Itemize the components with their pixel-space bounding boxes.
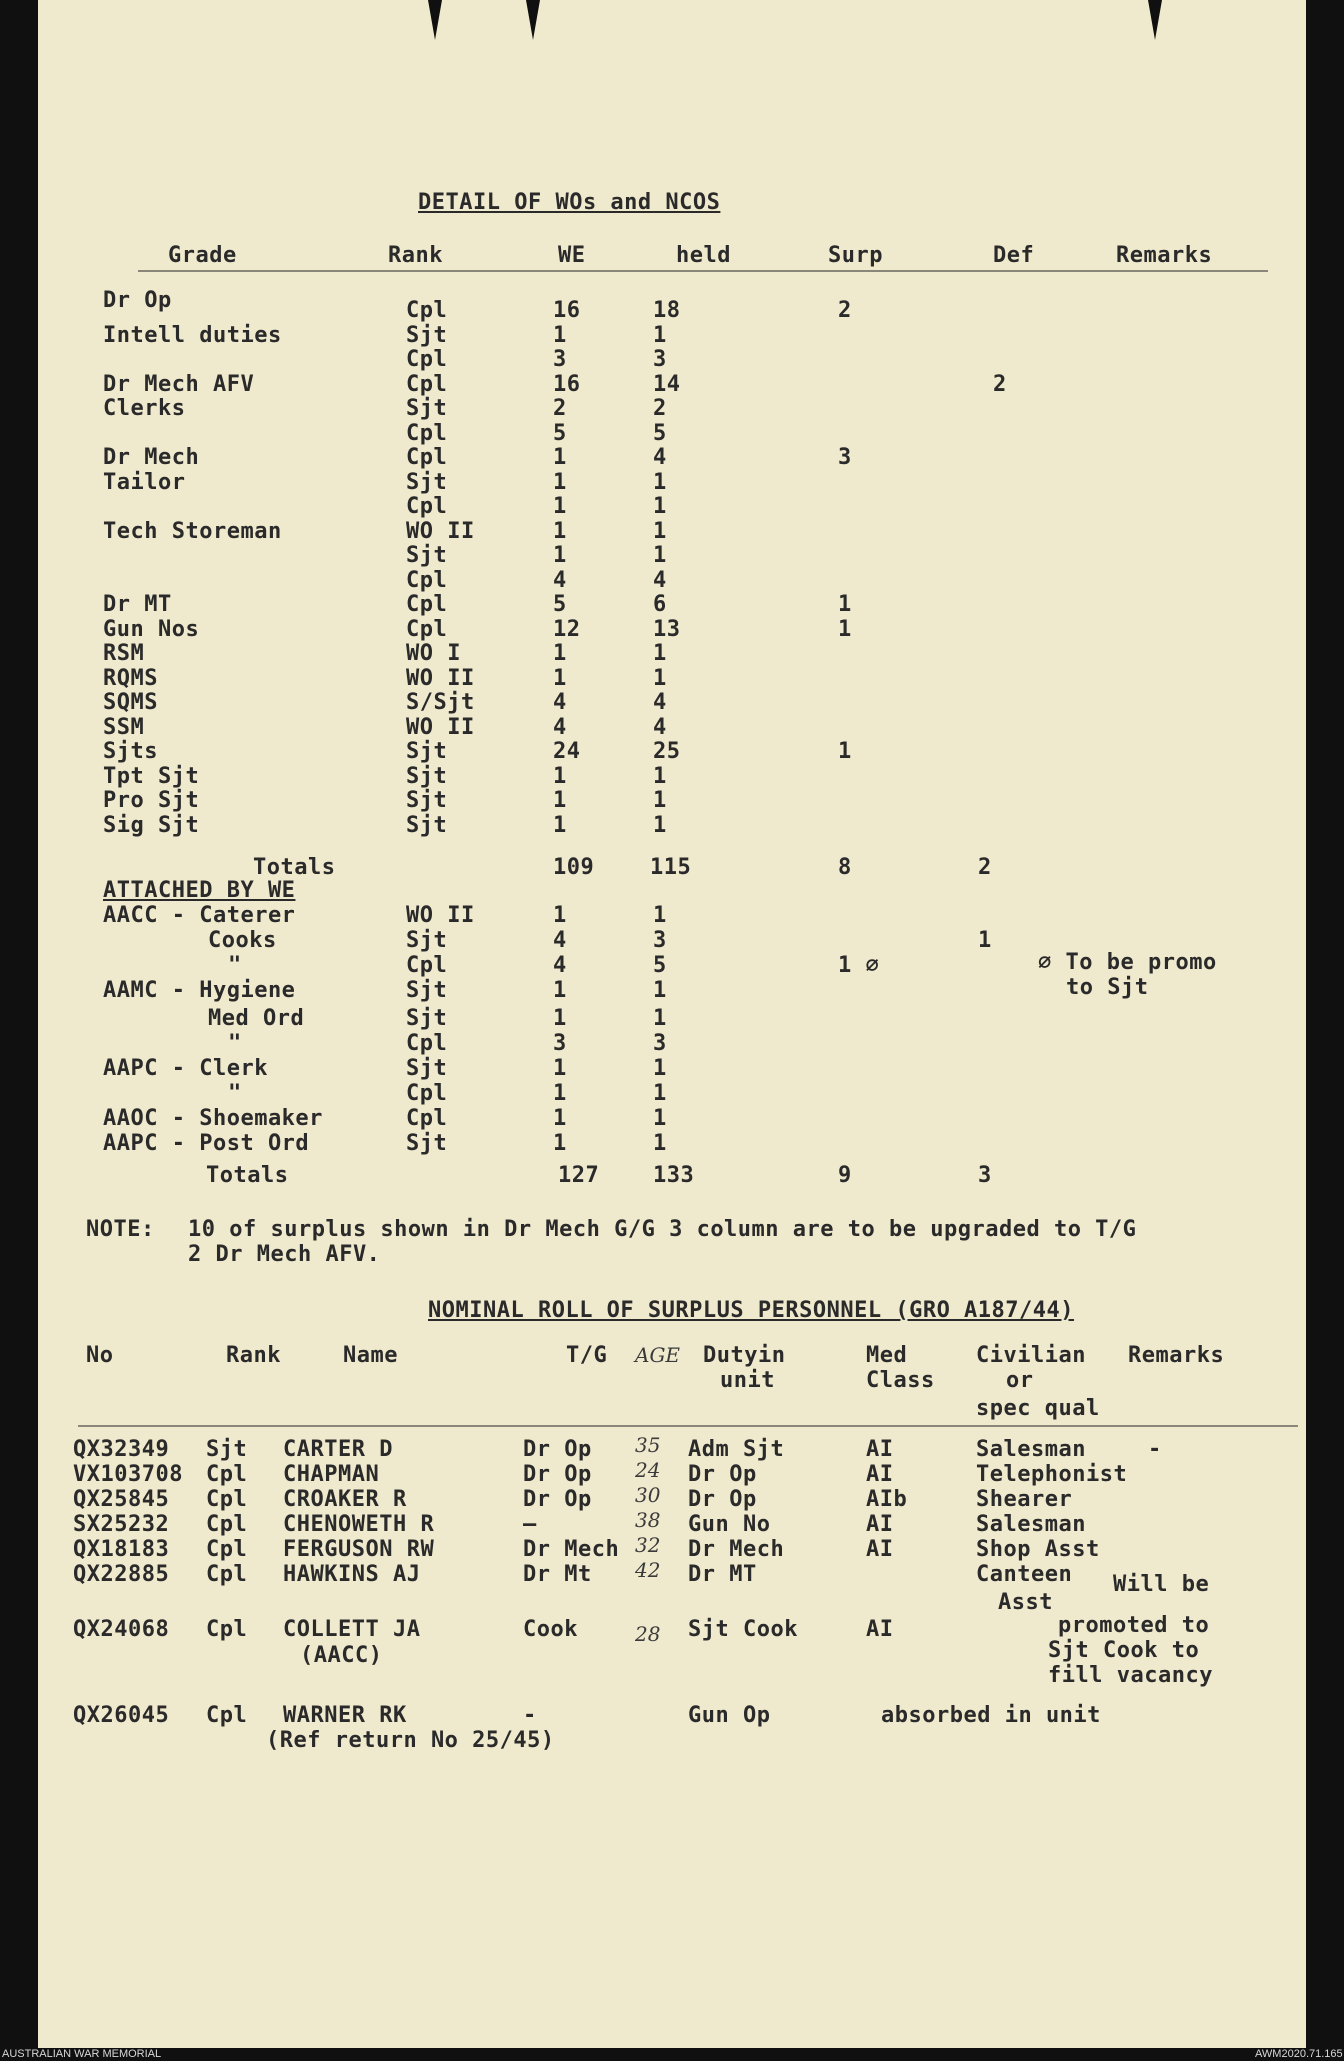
roll-title: NOMINAL ROLL OF SURPLUS PERSONNEL (GRO A187/44) — [428, 1298, 1075, 1323]
roll-duty: Dr Op — [688, 1462, 757, 1487]
we-cell: 4 — [553, 714, 567, 740]
we-cell: 24 — [553, 739, 581, 764]
held-cell: 1 — [653, 1106, 667, 1131]
surp-cell: 3 — [838, 445, 852, 470]
held-cell: 6 — [653, 592, 667, 617]
grade-label: Intell duties — [103, 322, 282, 348]
we-cell: 4 — [553, 567, 567, 593]
we-cell: 5 — [553, 420, 567, 446]
roll-header-civ: Civilian — [976, 1343, 1086, 1368]
held-cell: 14 — [653, 371, 681, 397]
roll-age: 42 — [635, 1558, 661, 1582]
roll-duty: Dr Mech — [688, 1537, 785, 1562]
roll-reference: (Ref return No 25/45) — [266, 1728, 555, 1753]
we-cell: 16 — [553, 298, 581, 323]
grade-label: Dr Op — [103, 288, 172, 313]
column-header: Remarks — [1116, 243, 1213, 268]
held-cell: 1 — [653, 763, 667, 789]
roll-remark: promoted to — [1058, 1613, 1210, 1638]
roll-no: QX26045 — [73, 1703, 170, 1728]
roll-rank: Cpl — [206, 1487, 248, 1512]
grade-label: Sjts — [103, 739, 158, 764]
roll-tg: Dr Op — [523, 1487, 592, 1512]
roll-duty: Dr MT — [688, 1562, 757, 1587]
column-header: Rank — [388, 243, 443, 268]
roll-header-name: Name — [343, 1343, 398, 1368]
we-cell: 1 — [553, 641, 567, 666]
rank-cell: Cpl — [406, 298, 448, 323]
roll-no: VX103708 — [73, 1462, 183, 1487]
def-cell: 1 — [978, 928, 992, 953]
roll-civ: Asst — [998, 1590, 1053, 1615]
attached-label: AAPC - Post Ord — [103, 1131, 310, 1156]
we-cell: 1 — [553, 1006, 567, 1031]
attached-label: AAOC - Shoemaker — [103, 1106, 323, 1131]
attached-label: " — [228, 1031, 242, 1056]
roll-rank: Cpl — [206, 1562, 248, 1587]
roll-age: 32 — [635, 1533, 661, 1557]
roll-no: SX25232 — [73, 1512, 170, 1537]
attached-label: " — [228, 1081, 242, 1106]
roll-no: QX18183 — [73, 1537, 170, 1562]
totals-label: Totals — [253, 855, 336, 880]
we-cell: 5 — [553, 592, 567, 617]
rank-cell: Cpl — [406, 592, 448, 617]
totals-surp: 8 — [838, 855, 852, 880]
grade-label: Sig Sjt — [103, 812, 200, 838]
surp-cell: 1 — [838, 592, 852, 617]
column-header: Surp — [828, 243, 883, 268]
roll-rank: Cpl — [206, 1512, 248, 1537]
rank-cell: S/Sjt — [406, 690, 475, 715]
document-page — [38, 0, 1306, 2048]
rank-cell: Cpl — [406, 494, 448, 519]
held-cell: 4 — [653, 567, 667, 593]
rank-cell: Sjt — [406, 928, 448, 953]
held-cell: 1 — [653, 1056, 667, 1081]
rank-cell: Sjt — [406, 978, 448, 1003]
held-cell: 4 — [653, 690, 667, 715]
roll-tg: Dr Op — [523, 1462, 592, 1487]
roll-no: QX24068 — [73, 1617, 170, 1642]
totals-we: 127 — [558, 1163, 600, 1188]
roll-med: AI — [866, 1437, 894, 1462]
grade-label: Dr MT — [103, 592, 172, 617]
roll-name: CHENOWETH R — [283, 1512, 435, 1537]
attached-label: AACC - Caterer — [103, 903, 296, 928]
attached-heading: ATTACHED BY WE — [103, 878, 296, 903]
rank-cell: Sjt — [406, 763, 448, 789]
held-cell: 1 — [653, 543, 667, 568]
roll-tg: Cook — [523, 1617, 578, 1642]
roll-header-civ: or — [1006, 1368, 1034, 1393]
roll-header-remarks: Remarks — [1128, 1343, 1225, 1368]
roll-remark: absorbed in unit — [881, 1703, 1101, 1728]
roll-no: QX25845 — [73, 1487, 170, 1512]
we-cell: 1 — [553, 518, 567, 544]
roll-name: WARNER RK — [283, 1703, 407, 1728]
grade-label: SQMS — [103, 690, 158, 715]
column-header: held — [676, 243, 731, 268]
attached-remark: to Sjt — [1066, 975, 1149, 1000]
page-title: DETAIL OF WOs and NCOS — [418, 190, 721, 215]
we-cell: 16 — [553, 371, 581, 397]
totals-def: 3 — [978, 1163, 992, 1188]
we-cell: 1 — [553, 469, 567, 495]
column-header: WE — [558, 243, 586, 268]
punch-notch — [526, 0, 540, 40]
roll-remark: fill vacancy — [1048, 1663, 1213, 1688]
roll-civ: Shearer — [976, 1487, 1073, 1512]
column-header: Def — [993, 243, 1035, 268]
rank-cell: Sjt — [406, 469, 448, 495]
column-header: Grade — [168, 243, 237, 268]
rank-cell: Cpl — [406, 616, 448, 642]
totals-label: Totals — [206, 1163, 289, 1188]
roll-duty: Adm Sjt — [688, 1437, 785, 1462]
held-cell: 1 — [653, 469, 667, 495]
we-cell: 4 — [553, 928, 567, 953]
we-cell: 4 — [553, 953, 567, 978]
punch-notch — [428, 0, 442, 40]
held-cell: 1 — [653, 518, 667, 544]
rank-cell: Sjt — [406, 396, 448, 421]
roll-med: AI — [866, 1512, 894, 1537]
rank-cell: Cpl — [406, 1081, 448, 1106]
rank-cell: Cpl — [406, 1106, 448, 1131]
rank-cell: Cpl — [406, 371, 448, 397]
roll-header-med: Med — [866, 1343, 908, 1368]
we-cell: 3 — [553, 347, 567, 372]
roll-name: CARTER D — [283, 1437, 393, 1462]
held-cell: 1 — [653, 665, 667, 691]
totals-held: 133 — [653, 1163, 695, 1188]
roll-rank: Sjt — [206, 1437, 248, 1462]
grade-label: Dr Mech — [103, 445, 200, 470]
roll-duty: Gun No — [688, 1512, 771, 1537]
rank-cell: Sjt — [406, 543, 448, 568]
we-cell: 1 — [553, 445, 567, 470]
we-cell: 4 — [553, 690, 567, 715]
attached-label: Med Ord — [208, 1006, 305, 1031]
grade-label: Pro Sjt — [103, 788, 200, 813]
rank-cell: WO II — [406, 903, 475, 928]
held-cell: 1 — [653, 641, 667, 666]
grade-label: Gun Nos — [103, 616, 200, 642]
roll-rank: Cpl — [206, 1703, 248, 1728]
roll-header-civ: spec qual — [976, 1396, 1100, 1421]
roll-header-no: No — [86, 1343, 114, 1368]
rank-cell: Sjt — [406, 1006, 448, 1031]
roll-remark: Sjt Cook to — [1048, 1638, 1200, 1663]
roll-no: QX22885 — [73, 1562, 170, 1587]
we-cell: 1 — [553, 1131, 567, 1156]
roll-tg: Dr Op — [523, 1437, 592, 1462]
totals-we: 109 — [553, 855, 595, 880]
held-cell: 4 — [653, 445, 667, 470]
we-cell: 1 — [553, 763, 567, 789]
roll-tg: — — [523, 1512, 537, 1537]
roll-header-tg: T/G — [566, 1343, 608, 1368]
footer-accession: AWM2020.71.165 — [1255, 2048, 1343, 2060]
roll-rank: Cpl — [206, 1617, 248, 1642]
grade-label: Clerks — [103, 396, 186, 421]
roll-med: AIb — [866, 1487, 908, 1512]
held-cell: 1 — [653, 322, 667, 348]
held-cell: 5 — [653, 953, 667, 978]
held-cell: 13 — [653, 616, 681, 642]
header-rule — [138, 270, 1268, 272]
roll-age: 35 — [635, 1433, 661, 1457]
held-cell: 3 — [653, 1031, 667, 1056]
roll-civ: Salesman — [976, 1512, 1086, 1537]
roll-no: QX32349 — [73, 1437, 170, 1462]
roll-rank: Cpl — [206, 1537, 248, 1562]
grade-label: SSM — [103, 714, 145, 740]
roll-med: AI — [866, 1537, 894, 1562]
rank-cell: Sjt — [406, 812, 448, 838]
roll-age: 38 — [635, 1508, 661, 1532]
roll-civ: Canteen — [976, 1562, 1073, 1587]
grade-label: Tpt Sjt — [103, 763, 200, 789]
roll-remark: Will be — [1113, 1572, 1210, 1597]
held-cell: 3 — [653, 347, 667, 372]
grade-label: RSM — [103, 641, 145, 666]
rank-cell: WO II — [406, 518, 475, 544]
roll-remark: - — [1148, 1437, 1162, 1462]
held-cell: 1 — [653, 903, 667, 928]
attached-label: AAPC - Clerk — [103, 1056, 268, 1081]
roll-header-age: AGE — [635, 1343, 681, 1367]
roll-header-rule — [78, 1425, 1298, 1427]
totals-def: 2 — [978, 855, 992, 880]
note-label: NOTE: — [86, 1217, 155, 1242]
surp-cell: 1 ∅ — [838, 953, 880, 978]
held-cell: 1 — [653, 812, 667, 838]
we-cell: 12 — [553, 616, 581, 642]
roll-duty: Gun Op — [688, 1703, 771, 1728]
rank-cell: Sjt — [406, 1131, 448, 1156]
we-cell: 1 — [553, 543, 567, 568]
roll-rank: Cpl — [206, 1462, 248, 1487]
roll-tg: Dr Mech — [523, 1537, 620, 1562]
roll-med: AI — [866, 1462, 894, 1487]
roll-header-duty: unit — [720, 1368, 775, 1393]
roll-header-duty: Dutyin — [703, 1343, 786, 1368]
attached-label: Cooks — [208, 928, 277, 953]
roll-name: COLLETT JA — [283, 1617, 421, 1642]
footer-archive: AUSTRALIAN WAR MEMORIAL — [2, 2048, 162, 2060]
roll-header-rank: Rank — [226, 1343, 281, 1368]
grade-label: RQMS — [103, 665, 158, 691]
held-cell: 1 — [653, 788, 667, 813]
roll-name: FERGUSON RW — [283, 1537, 435, 1562]
roll-tg: - — [523, 1703, 537, 1728]
rank-cell: WO I — [406, 641, 461, 666]
roll-name: CROAKER R — [283, 1487, 407, 1512]
held-cell: 1 — [653, 494, 667, 519]
rank-cell: Cpl — [406, 567, 448, 593]
rank-cell: Sjt — [406, 322, 448, 348]
we-cell: 1 — [553, 903, 567, 928]
we-cell: 1 — [553, 812, 567, 838]
attached-remark: ∅ To be promo — [1038, 950, 1217, 975]
attached-label: AAMC - Hygiene — [103, 978, 296, 1003]
held-cell: 1 — [653, 1081, 667, 1106]
held-cell: 3 — [653, 928, 667, 953]
rank-cell: Cpl — [406, 347, 448, 372]
roll-civ: Telephonist — [976, 1462, 1128, 1487]
we-cell: 1 — [553, 665, 567, 691]
roll-tg: Dr Mt — [523, 1562, 592, 1587]
we-cell: 1 — [553, 1081, 567, 1106]
we-cell: 1 — [553, 1056, 567, 1081]
held-cell: 5 — [653, 420, 667, 446]
held-cell: 2 — [653, 396, 667, 421]
rank-cell: WO II — [406, 714, 475, 740]
roll-duty: Dr Op — [688, 1487, 757, 1512]
rank-cell: Cpl — [406, 1031, 448, 1056]
roll-duty: Sjt Cook — [688, 1617, 798, 1642]
roll-name: CHAPMAN — [283, 1462, 380, 1487]
roll-age: 28 — [635, 1622, 661, 1646]
totals-surp: 9 — [838, 1163, 852, 1188]
grade-label: Tech Storeman — [103, 518, 282, 544]
def-cell: 2 — [993, 371, 1007, 397]
attached-label: " — [228, 953, 242, 978]
rank-cell: Sjt — [406, 788, 448, 813]
roll-med: AI — [866, 1617, 894, 1642]
rank-cell: WO II — [406, 665, 475, 691]
surp-cell: 2 — [838, 298, 852, 323]
roll-age: 30 — [635, 1483, 661, 1507]
surp-cell: 1 — [838, 739, 852, 764]
we-cell: 1 — [553, 1106, 567, 1131]
roll-unit: (AACC) — [300, 1643, 383, 1668]
we-cell: 2 — [553, 396, 567, 421]
surp-cell: 1 — [838, 616, 852, 642]
grade-label: Dr Mech AFV — [103, 371, 255, 397]
punch-notch — [1148, 0, 1162, 40]
rank-cell: Cpl — [406, 953, 448, 978]
rank-cell: Sjt — [406, 1056, 448, 1081]
roll-age: 24 — [635, 1458, 661, 1482]
grade-label: Tailor — [103, 469, 186, 495]
we-cell: 3 — [553, 1031, 567, 1056]
we-cell: 1 — [553, 322, 567, 348]
rank-cell: Cpl — [406, 420, 448, 446]
roll-civ: Salesman — [976, 1437, 1086, 1462]
roll-civ: Shop Asst — [976, 1537, 1100, 1562]
held-cell: 1 — [653, 1006, 667, 1031]
held-cell: 4 — [653, 714, 667, 740]
note-text: 10 of surplus shown in Dr Mech G/G 3 column are to be upgraded to T/G — [188, 1217, 1137, 1242]
held-cell: 1 — [653, 978, 667, 1003]
rank-cell: Cpl — [406, 445, 448, 470]
we-cell: 1 — [553, 494, 567, 519]
roll-name: HAWKINS AJ — [283, 1562, 421, 1587]
rank-cell: Sjt — [406, 739, 448, 764]
held-cell: 1 — [653, 1131, 667, 1156]
totals-held: 115 — [650, 855, 692, 880]
roll-header-med: Class — [866, 1368, 935, 1393]
held-cell: 18 — [653, 298, 681, 323]
we-cell: 1 — [553, 978, 567, 1003]
held-cell: 25 — [653, 739, 681, 764]
we-cell: 1 — [553, 788, 567, 813]
note-text: 2 Dr Mech AFV. — [188, 1242, 381, 1267]
